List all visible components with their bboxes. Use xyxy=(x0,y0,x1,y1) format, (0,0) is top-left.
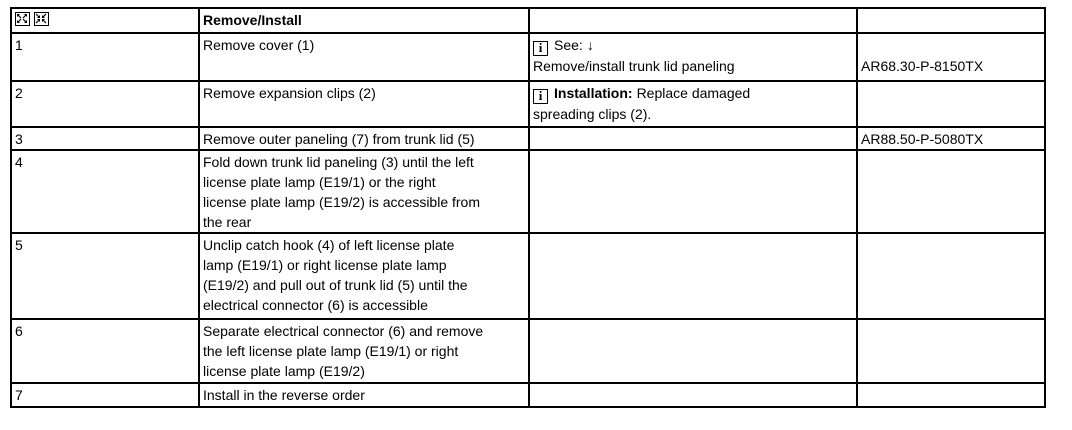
step-number: 4 xyxy=(11,150,199,233)
step-note xyxy=(529,81,857,127)
step-ref xyxy=(857,319,1045,383)
table-row xyxy=(11,233,1045,319)
step-note xyxy=(529,127,857,150)
header-icons-cell xyxy=(11,8,199,33)
see-link[interactable]: Remove/install trunk lid paneling xyxy=(533,58,735,74)
step-number: 5 xyxy=(11,233,199,319)
step-note xyxy=(529,383,857,407)
step-ref xyxy=(857,233,1045,319)
table-row xyxy=(11,127,1045,150)
step-text: Install in the reverse order xyxy=(199,383,529,407)
step-text-line: (E19/2) and pull out of trunk lid (5) until the xyxy=(203,277,468,293)
info-icon: i xyxy=(533,89,548,104)
table-row xyxy=(11,319,1045,383)
procedure-table xyxy=(10,7,1046,408)
step-text xyxy=(199,150,529,233)
note-label: See: xyxy=(554,37,583,53)
step-ref xyxy=(857,81,1045,127)
step-text xyxy=(199,319,529,383)
step-number: 6 xyxy=(11,319,199,383)
step-text xyxy=(199,233,529,319)
step-number: 2 xyxy=(11,81,199,127)
step-note xyxy=(529,33,857,81)
reference-link[interactable]: AR68.30-P-8150TX xyxy=(861,58,984,74)
expand-all-icon[interactable] xyxy=(15,12,30,26)
note-text: Replace damaged xyxy=(636,85,751,101)
step-text-line: license plate lamp (E19/2) xyxy=(203,363,365,379)
step-text: Remove expansion clips (2) xyxy=(199,81,529,127)
step-note xyxy=(529,233,857,319)
step-number: 1 xyxy=(11,33,199,81)
step-text: Remove cover (1) xyxy=(199,33,529,81)
step-text-line: lamp (E19/1) or right license plate lamp xyxy=(203,257,447,273)
step-text-line: Fold down trunk lid paneling (3) until the left xyxy=(203,154,474,170)
step-number: 3 xyxy=(11,127,199,150)
step-text: Remove outer paneling (7) from trunk lid (5) xyxy=(199,127,529,150)
step-ref xyxy=(857,150,1045,233)
step-text-line: electrical connector (6) is accessible xyxy=(203,297,428,313)
table-header-row xyxy=(11,8,1045,33)
step-text-line: the left license plate lamp (E19/1) or right xyxy=(203,343,459,359)
table-row xyxy=(11,383,1045,407)
step-ref xyxy=(857,33,1045,81)
step-note xyxy=(529,319,857,383)
arrow-down-icon: ↓ xyxy=(586,37,594,53)
step-text-line: Unclip catch hook (4) of left license plate xyxy=(203,237,455,253)
note-label: Installation: xyxy=(554,85,633,101)
collapse-all-icon[interactable] xyxy=(34,12,49,26)
table-row xyxy=(11,33,1045,81)
info-icon: i xyxy=(533,41,548,56)
step-note xyxy=(529,150,857,233)
step-text-line: Separate electrical connector (6) and remove xyxy=(203,323,484,339)
header-title: Remove/Install xyxy=(199,8,529,33)
step-ref xyxy=(857,383,1045,407)
step-text-line: the rear xyxy=(203,214,252,230)
header-empty-cell xyxy=(857,8,1045,33)
step-text-line: license plate lamp (E19/2) is accessible from xyxy=(203,194,481,210)
table-row xyxy=(11,81,1045,127)
note-text: spreading clips (2). xyxy=(533,106,652,122)
step-text-line: license plate lamp (E19/1) or the right xyxy=(203,174,436,190)
table-row xyxy=(11,150,1045,233)
step-number: 7 xyxy=(11,383,199,407)
header-empty-cell xyxy=(529,8,857,33)
reference-link[interactable]: AR88.50-P-5080TX xyxy=(857,127,1045,150)
